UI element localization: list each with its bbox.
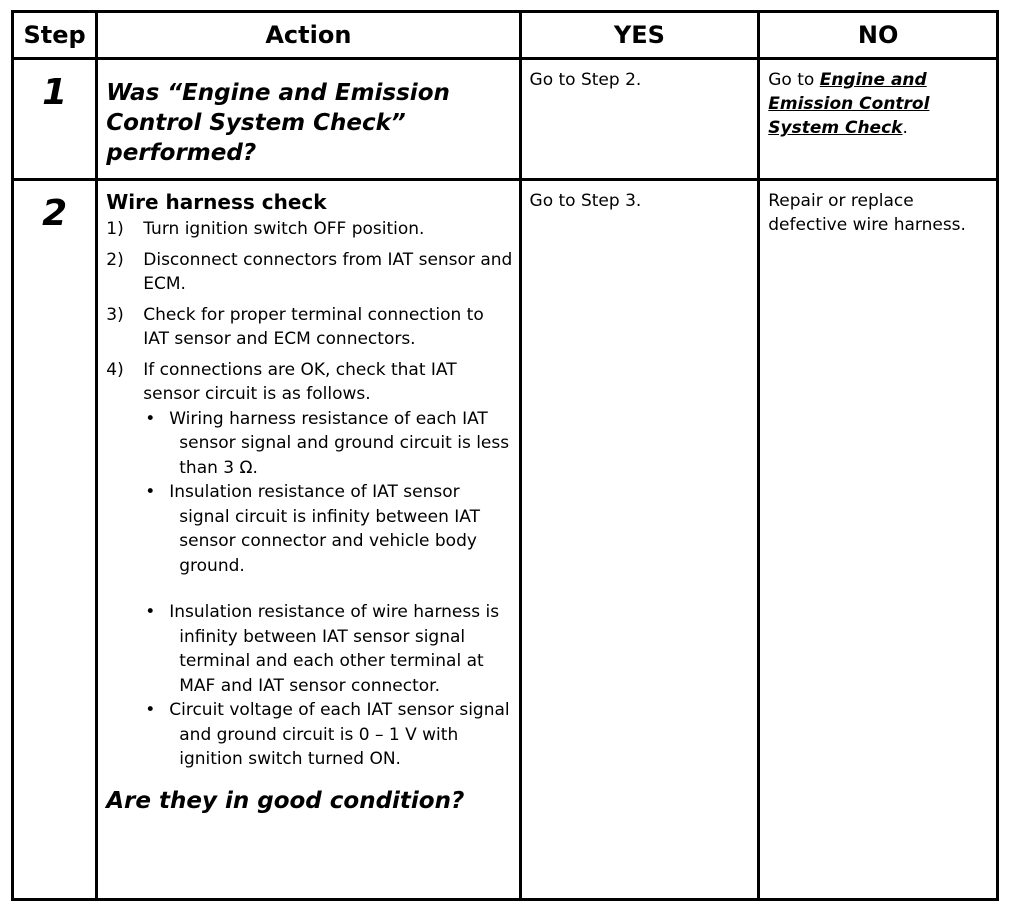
no-prefix: Go to	[768, 70, 820, 90]
header-row	[13, 12, 998, 59]
bullet-icon: •	[145, 700, 156, 720]
step-question: Was “Engine and Emission Control System Check” performed?	[106, 80, 450, 166]
step-number: 2	[13, 180, 97, 900]
header-yes: YES	[520, 12, 759, 59]
bullet-list	[143, 407, 512, 772]
bullet-icon: •	[145, 602, 156, 622]
item-number: 3)	[106, 304, 124, 325]
no-cell	[759, 59, 998, 180]
bullet-icon: •	[145, 408, 156, 429]
item-text: If connections are OK, check that IAT sensor circuit is as follows.	[143, 359, 457, 404]
item-number: 4)	[106, 359, 124, 380]
item-text: Turn ignition switch OFF position.	[143, 219, 425, 239]
diagnostic-table	[11, 10, 999, 901]
table-row-step-2	[13, 180, 998, 900]
item-text: Check for proper terminal connection to IAT sensor and ECM connectors.	[143, 304, 484, 349]
action-cell	[97, 180, 520, 900]
item-number: 2)	[106, 249, 124, 270]
system-check-link[interactable]: Engine and Emission Control System Check	[768, 70, 930, 138]
yes-cell: Go to Step 2.	[520, 59, 759, 180]
header-action: Action	[97, 12, 520, 59]
bullet-text: Insulation resistance of wire harness is infinity between IAT sensor signal terminal and each other terminal at MAF and IAT sensor connector.	[169, 602, 500, 696]
bullet-item	[143, 480, 512, 578]
item-text: Disconnect connectors from IAT sensor and ECM.	[143, 249, 513, 294]
list-item	[106, 303, 512, 352]
bullet-text: Insulation resistance of IAT sensor signal circuit is infinity between IAT sensor connector and vehicle body ground.	[169, 482, 480, 576]
bullet-text: Circuit voltage of each IAT sensor signal and ground circuit is 0 – 1 V with ignition switch turned ON.	[169, 700, 510, 769]
list-item	[106, 248, 512, 297]
check-title: Wire harness check	[106, 190, 327, 214]
list-item	[106, 217, 512, 242]
step-number: 1	[13, 59, 97, 180]
table-row-step-1	[13, 59, 998, 180]
step-question: Are they in good condition?	[106, 787, 465, 814]
item-number: 1)	[106, 219, 124, 239]
no-cell: Repair or replace defective wire harness.	[759, 180, 998, 900]
header-step: Step	[13, 12, 97, 59]
action-cell	[97, 59, 520, 180]
procedure-list	[98, 217, 518, 772]
bullet-icon: •	[145, 482, 156, 502]
bullet-text: Wiring harness resistance of each IAT sensor signal and ground circuit is less than 3 Ω.	[169, 408, 510, 478]
yes-cell: Go to Step 3.	[520, 180, 759, 900]
bullet-item	[143, 407, 512, 481]
list-item	[106, 358, 512, 772]
bullet-item	[143, 698, 512, 772]
bullet-item	[143, 600, 512, 698]
header-no: NO	[759, 12, 998, 59]
no-suffix: .	[902, 118, 908, 138]
